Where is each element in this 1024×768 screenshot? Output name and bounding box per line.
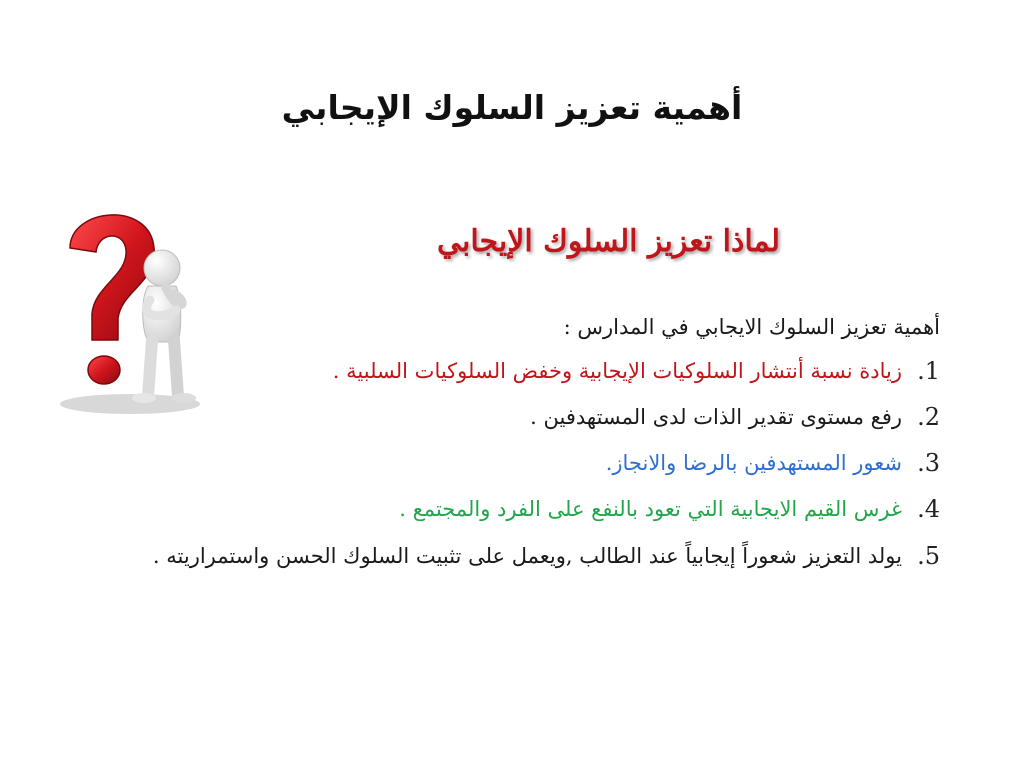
list-item-text: يولد التعزيز شعوراً إيجابياً عند الطالب ,ويعمل على تثبيت السلوك الحسن واستمراريته . bbox=[152, 544, 902, 568]
list-item-2 bbox=[60, 394, 940, 440]
list-number: 1. bbox=[917, 357, 940, 385]
list-item-text: غرس القيم الايجابية التي تعود بالنفع على الفرد والمجتمع . bbox=[399, 497, 902, 521]
list-item-text: شعور المستهدفين بالرضا والانجاز. bbox=[605, 451, 902, 475]
list-number: 4. bbox=[917, 495, 940, 523]
list-item-3 bbox=[60, 440, 940, 486]
slide-title: أهمية تعزيز السلوك الإيجابي bbox=[281, 88, 743, 127]
list-number: 2. bbox=[917, 403, 940, 431]
content-body bbox=[60, 306, 940, 636]
list-item-4 bbox=[60, 486, 940, 532]
list-item-1 bbox=[60, 348, 940, 394]
list-item-5 bbox=[60, 532, 940, 580]
slide-subtitle: لماذا تعزيز السلوك الإيجابي bbox=[437, 224, 780, 259]
list-item-text: زيادة نسبة أنتشار السلوكيات الإيجابية وخفض السلوكيات السلبية . bbox=[332, 359, 902, 383]
list-number: 3. bbox=[917, 449, 940, 477]
list-item-text: رفع مستوى تقدير الذات لدى المستهدفين . bbox=[530, 405, 902, 429]
list-number: 5. bbox=[917, 542, 940, 570]
list-intro: أهمية تعزيز السلوك الايجابي في المدارس : bbox=[563, 315, 940, 339]
